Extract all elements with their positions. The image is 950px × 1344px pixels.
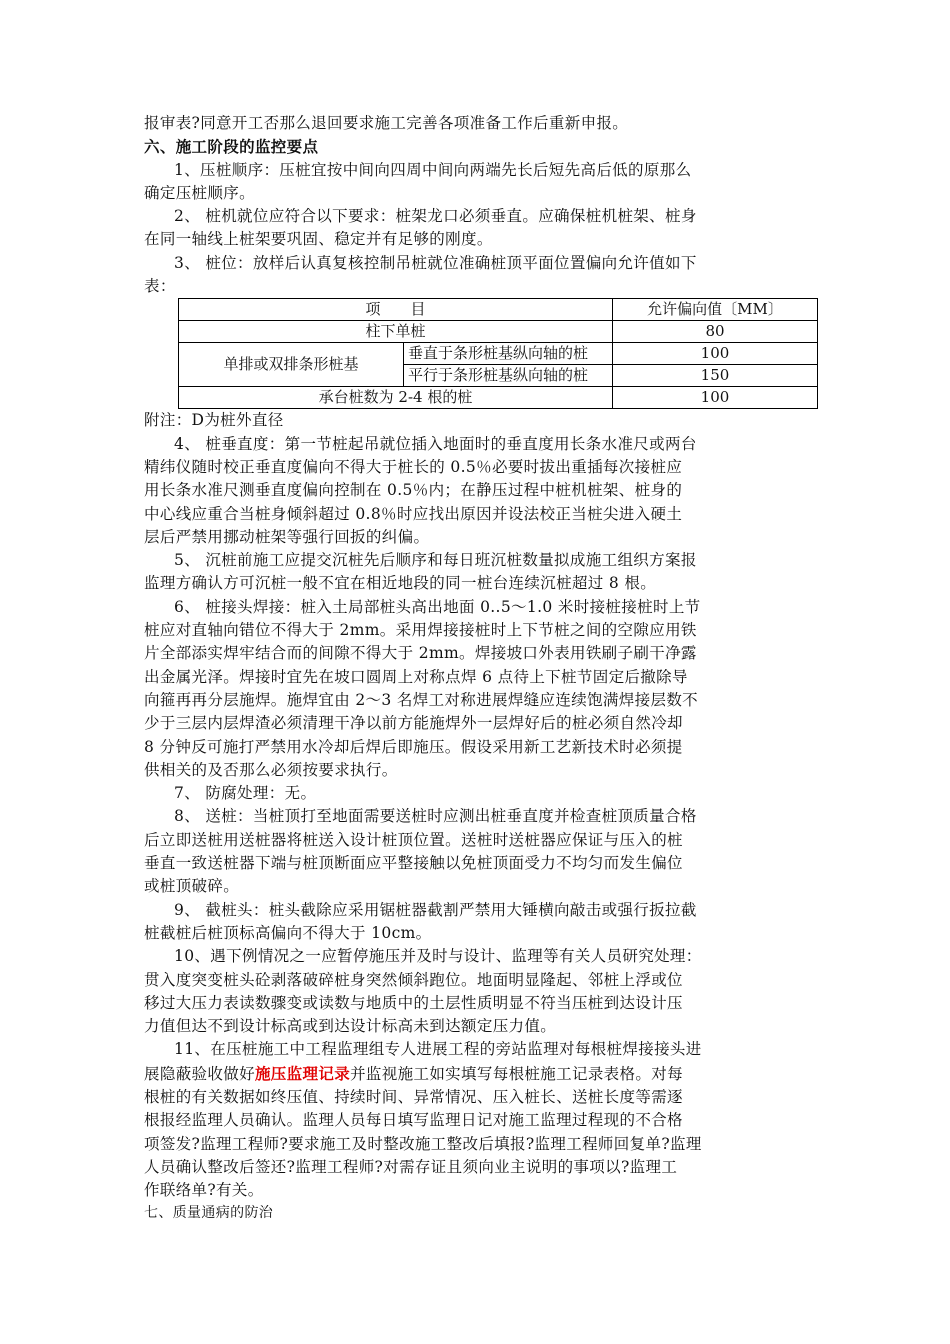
text-line: 片全部添实焊牢结合而的间隙不得大于 2mm。焊接坡口外表用铁刷子刷干净露	[144, 644, 697, 663]
text-line: 确定压桩顺序。	[144, 183, 255, 202]
text-line: 中心线应重合当桩身倾斜超过 0.8％时应找出原因并设法校正当桩尖进入硬土	[144, 504, 683, 523]
text-line: 桩截桩后桩顶标高偏向不得大于 10cm。	[144, 923, 432, 942]
row3-value: 150	[613, 365, 818, 387]
text-line: 7、 防腐处理：无。	[174, 784, 317, 803]
text-line: 出金属光泽。焊接时宜先在坡口圆周上对称点焊 6 点待上下桩节固定后撤除导	[144, 667, 688, 686]
paragraph-11-line: 11、在压桩施工中工程监理组专人进展工程的旁站监理对每根桩焊接接头进	[174, 1040, 702, 1059]
text-line: 层后严禁用挪动桩架等强行回扳的纠偏。	[144, 527, 430, 546]
text-line: 8 分钟反可施打严禁用水冷却后焊后即施压。假设采用新工艺新技术时必须提	[144, 737, 683, 756]
document-page	[144, 112, 810, 1226]
paragraph-text: 展隐蔽验收做好	[144, 1064, 255, 1083]
text-line: 表：	[144, 277, 176, 296]
text-line: 精纬仪随时校正垂直度偏向不得大于桩长的 0.5％必要时拔出重插每次接桩应	[144, 457, 683, 476]
text-line: 后立即送桩用送桩器将桩送入设计桩顶位置。送桩时送桩器应保证与压入的桩	[144, 830, 683, 849]
pile-tolerance-table	[178, 298, 818, 409]
row2-value: 100	[613, 343, 818, 365]
text-line: 供相关的及否那么必须按要求执行。	[144, 760, 398, 779]
row3-item: 平行于条形桩基纵向轴的桩	[404, 365, 613, 387]
section-heading: 六、施工阶段的监控要点	[144, 137, 319, 157]
text-line: 用长条水准尺测垂直度偏向控制在 0.5％内；在静压过程中桩机桩架、桩身的	[144, 481, 683, 500]
header-item: 项 目	[179, 299, 613, 321]
text-line: 人员确认整改后签还?监理工程师?对需存证且须向业主说明的事项以?监理工	[144, 1157, 678, 1176]
text-line: 在同一轴线上桩架要巩固、稳定并有足够的刚度。	[144, 230, 493, 249]
row1-item: 柱下单桩	[179, 321, 613, 343]
text-line: 5、 沉桩前施工应提交沉桩先后顺序和每日班沉桩数量拟成施工组织方案报	[174, 551, 697, 570]
table-row	[179, 343, 818, 365]
highlighted-text: 施压监理记录	[254, 1063, 351, 1083]
table-row	[179, 387, 818, 409]
row1-value: 80	[613, 321, 818, 343]
text-line: 垂直一致送桩器下端与桩顶断面应平整接触以免桩顶面受力不均匀而发生偏位	[144, 854, 683, 873]
text-line: 8、 送桩：当桩顶打至地面需要送桩时应测出桩垂直度并检查桩顶质量合格	[174, 807, 697, 826]
paragraph-text: 并监视施工如实填写每根桩施工记录表格。对每	[350, 1064, 683, 1083]
text-line: 项签发?监理工程师?要求施工及时整改施工整改后填报?监理工程师回复单?监理	[144, 1134, 702, 1153]
row2-item: 垂直于条形桩基纵向轴的桩	[404, 343, 613, 365]
body-text-top	[144, 112, 810, 298]
text-line: 贯入度突变桩头砼剥落破碎桩身突然倾斜跑位。地面明显隆起、邻桩上浮或位	[144, 970, 683, 989]
table-header-row	[179, 299, 818, 321]
text-line: 附注：D为桩外直径	[144, 411, 284, 430]
text-line: 力值但达不到设计标高或到达设计标高未到达额定压力值。	[144, 1017, 557, 1036]
text-line: 向箍再再分层施焊。施焊宜由 2～3 名焊工对称进展焊缝应连续饱满焊接层数不	[144, 690, 699, 709]
text-line: 根报经监理人员确认。监理人员每日填写监理日记对施工监理过程现的不合格	[144, 1111, 683, 1130]
text-line: 10、遇下例情况之一应暂停施压并及时与设计、监理等有关人员研究处理：	[174, 947, 702, 966]
group-label: 单排或双排条形桩基	[179, 343, 404, 387]
table-row	[179, 321, 818, 343]
text-line: 少于三层内层焊渣必须清理干净以前方能施焊外一层焊好后的桩必须自然冷却	[144, 714, 683, 733]
text-line: 9、 截桩头：桩头截除应采用锯桩器截割严禁用大锤横向敲击或强行扳拉截	[174, 900, 697, 919]
body-text-bottom	[144, 409, 810, 1038]
text-line: 4、 桩垂直度：第一节桩起吊就位插入地面时的垂直度用长条水准尺或两台	[174, 434, 697, 453]
body-text-tail	[144, 1086, 810, 1202]
text-line: 6、 桩接头焊接：桩入土局部桩头高出地面 0..5～1.0 米时接桩接桩时上节	[174, 597, 701, 616]
text-line: 根桩的有关数据如终压值、持续时间、异常情况、压入桩长、送桩长度等需逐	[144, 1087, 683, 1106]
text-line: 1、压桩顺序：压桩宜按中间向四周中间向两端先长后短先高后低的原那么	[174, 160, 692, 179]
row4-item: 承台桩数为 2-4 根的桩	[179, 387, 613, 409]
text-line: 或桩顶破碎。	[144, 877, 240, 896]
paragraph-11-line	[144, 1062, 810, 1086]
header-value: 允许偏向值〔MM〕	[613, 299, 818, 321]
text-line: 2、 桩机就位应符合以下要求：桩架龙口必须垂直。应确保桩机桩架、桩身	[174, 207, 697, 226]
text-line: 作联络单?有关。	[144, 1181, 264, 1200]
text-line: 监理方确认方可沉桩一般不宜在相近地段的同一桩台连续沉桩超过 8 根。	[144, 574, 657, 593]
text-line: 报审表?同意开工否那么退回要求施工完善各项准备工作后重新申报。	[144, 114, 629, 132]
text-line: 3、 桩位：放样后认真复核控制吊桩就位准确桩顶平面位置偏向允许值如下	[174, 253, 697, 272]
section-heading-7: 七、质量通病的防治	[144, 1205, 274, 1222]
text-line: 移过大压力表读数骤变或读数与地质中的土层性质明显不符当压桩到达设计压	[144, 993, 683, 1012]
text-line: 桩应对直轴向错位不得大于 2mm。采用焊接接桩时上下节桩之间的空隙应用铁	[144, 621, 697, 640]
row4-value: 100	[613, 387, 818, 409]
